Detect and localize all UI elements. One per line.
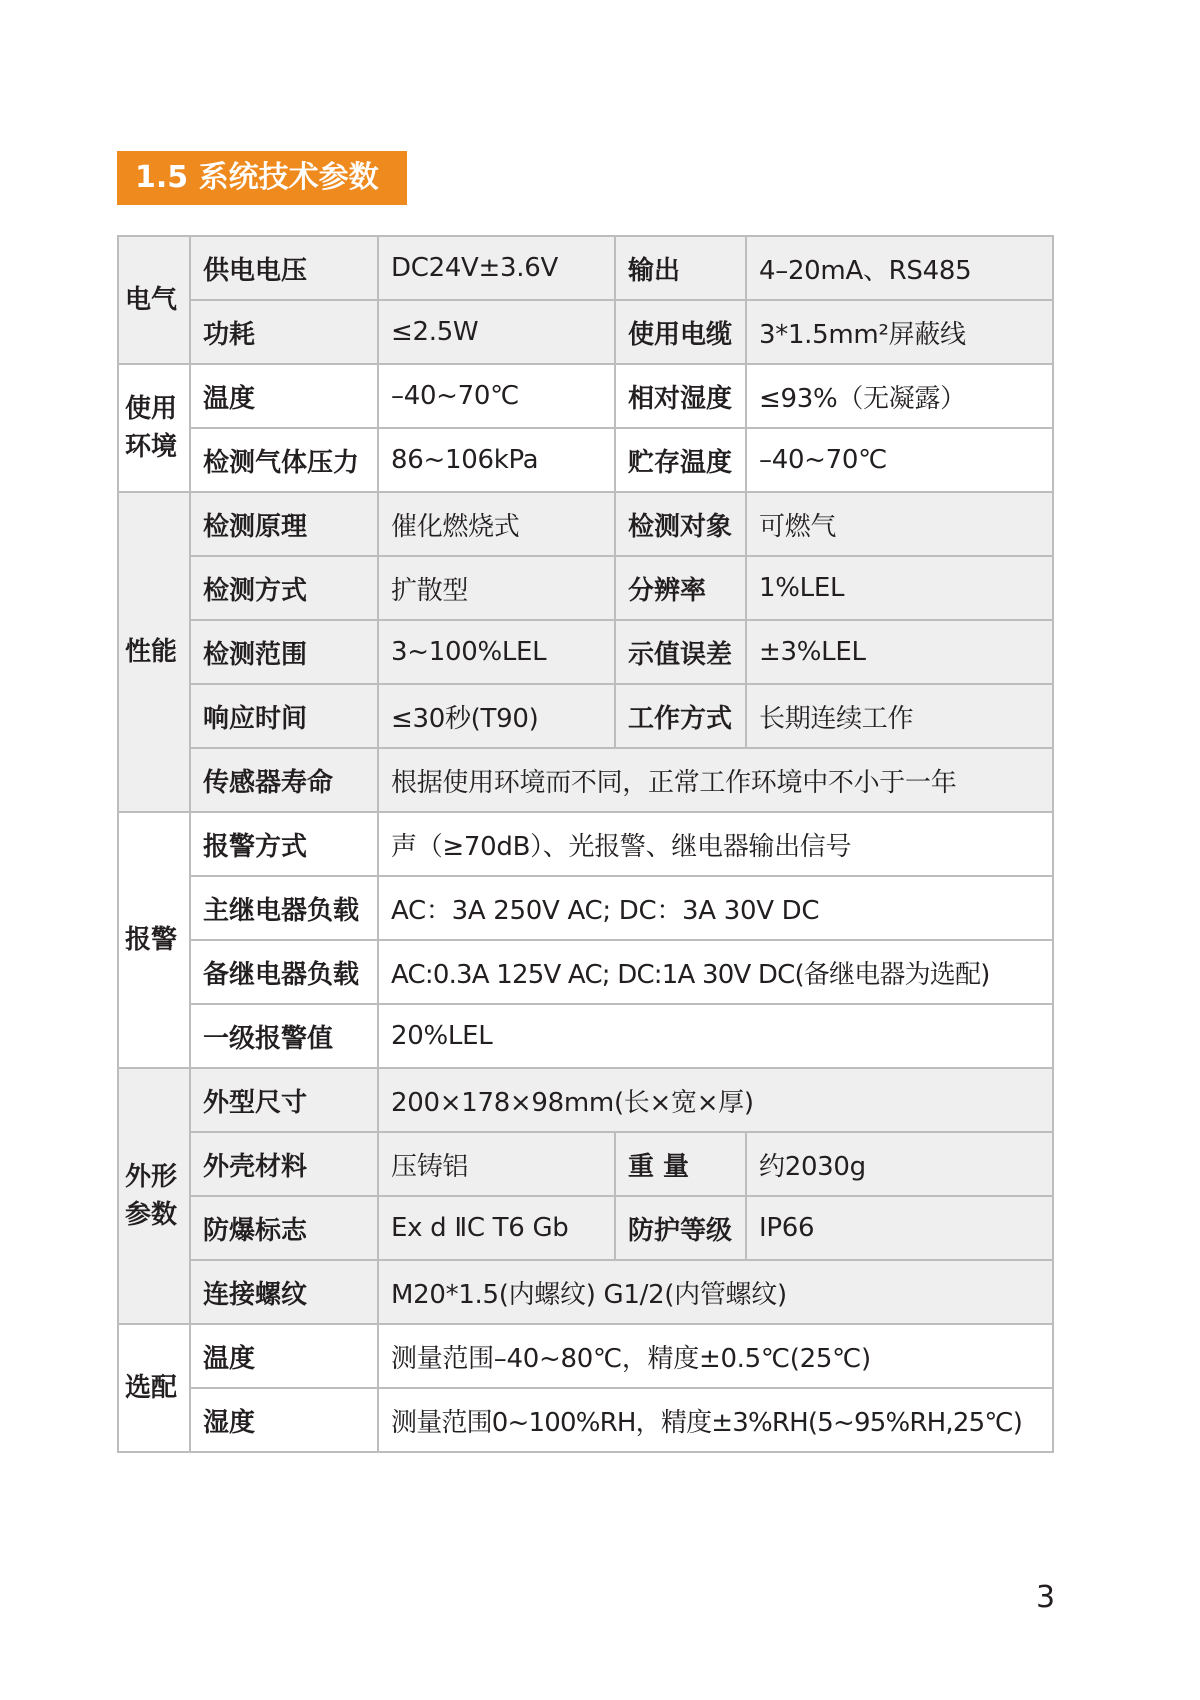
param-value: 约2030g [746,1132,1053,1196]
param-label: 相对湿度 [615,364,746,428]
param-value: 3~100%LEL [378,620,615,684]
group-label-line: 使用 [125,394,178,424]
group-label-line: 环境 [125,432,178,462]
table-row [118,1260,1053,1324]
table-row [118,364,1053,428]
param-label: 报警方式 [190,812,378,876]
param-label: 备继电器负载 [190,940,378,1004]
group-label-options: 选配 [118,1324,190,1452]
spec-table [117,235,1054,1453]
table-row [118,876,1053,940]
group-label-appearance [118,1068,190,1324]
param-label: 外型尺寸 [190,1068,378,1132]
group-appearance [118,1068,1053,1324]
section-title: 1.5 系统技术参数 [117,151,407,205]
table-row [118,1004,1053,1068]
param-value: AC:0.3A 125V AC; DC:1A 30V DC(备继电器为选配) [378,940,1053,1004]
param-label: 检测对象 [615,492,746,556]
table-row [118,556,1053,620]
param-label: 工作方式 [615,684,746,748]
param-label: 连接螺纹 [190,1260,378,1324]
table-row [118,492,1053,556]
group-label-line: 参数 [125,1200,178,1230]
param-label: 防护等级 [615,1196,746,1260]
param-value: 声（≥70dB）、光报警、继电器输出信号 [378,812,1053,876]
param-label: 检测原理 [190,492,378,556]
param-value: 86~106kPa [378,428,615,492]
group-performance [118,492,1053,812]
param-label: 功耗 [190,300,378,364]
param-label: 分辨率 [615,556,746,620]
table-row [118,1132,1053,1196]
param-value: ≤93%（无凝露） [746,364,1053,428]
param-value: –40~70℃ [746,428,1053,492]
param-value: ≤30秒(T90) [378,684,615,748]
page-number: 3 [1036,1580,1056,1615]
param-value: 长期连续工作 [746,684,1053,748]
param-value: 根据使用环境而不同，正常工作环境中不小于一年 [378,748,1053,812]
param-value: 压铸铝 [378,1132,615,1196]
param-label: 一级报警值 [190,1004,378,1068]
param-label: 温度 [190,364,378,428]
param-label: 温度 [190,1324,378,1388]
param-value: 测量范围–40~80℃，精度±0.5℃(25℃) [378,1324,1053,1388]
param-value: Ex d ⅡC T6 Gb [378,1196,615,1260]
param-value: 4–20mA、RS485 [746,236,1053,300]
param-label: 检测范围 [190,620,378,684]
param-value: DC24V±3.6V [378,236,615,300]
param-value: 测量范围0~100%RH，精度±3%RH(5~95%RH,25℃) [378,1388,1053,1452]
table-row [118,748,1053,812]
group-alarm [118,812,1053,1068]
param-label: 检测气体压力 [190,428,378,492]
group-label-line: 外形 [125,1162,178,1192]
param-label: 湿度 [190,1388,378,1452]
table-row [118,1196,1053,1260]
param-value: ±3%LEL [746,620,1053,684]
table-row [118,684,1053,748]
param-value: 20%LEL [378,1004,1053,1068]
table-row [118,1388,1053,1452]
param-value: 可燃气 [746,492,1053,556]
param-label: 防爆标志 [190,1196,378,1260]
param-value: 3*1.5mm²屏蔽线 [746,300,1053,364]
param-label: 贮存温度 [615,428,746,492]
param-value: ≤2.5W [378,300,615,364]
param-value: –40~70℃ [378,364,615,428]
param-value: 催化燃烧式 [378,492,615,556]
table-row [118,1068,1053,1132]
param-value: 200×178×98mm(长×宽×厚) [378,1068,1053,1132]
table-row [118,300,1053,364]
param-label: 使用电缆 [615,300,746,364]
table-row [118,1324,1053,1388]
group-label-electrical: 电气 [118,236,190,364]
param-value: IP66 [746,1196,1053,1260]
param-value: M20*1.5(内螺纹) G1/2(内管螺纹) [378,1260,1053,1324]
param-value: AC：3A 250V AC; DC：3A 30V DC [378,876,1053,940]
table-row [118,940,1053,1004]
table-row [118,428,1053,492]
group-label-alarm: 报警 [118,812,190,1068]
group-label-environment [118,364,190,492]
param-label: 示值误差 [615,620,746,684]
param-label: 输出 [615,236,746,300]
param-value: 扩散型 [378,556,615,620]
param-label: 外壳材料 [190,1132,378,1196]
param-label: 主继电器负载 [190,876,378,940]
group-electrical [118,236,1053,364]
param-label: 供电电压 [190,236,378,300]
param-label: 检测方式 [190,556,378,620]
group-environment [118,364,1053,492]
table-row [118,236,1053,300]
table-row [118,620,1053,684]
param-value: 1%LEL [746,556,1053,620]
group-options [118,1324,1053,1452]
param-label: 重 量 [615,1132,746,1196]
param-label: 传感器寿命 [190,748,378,812]
table-row [118,812,1053,876]
group-label-performance: 性能 [118,492,190,812]
param-label: 响应时间 [190,684,378,748]
